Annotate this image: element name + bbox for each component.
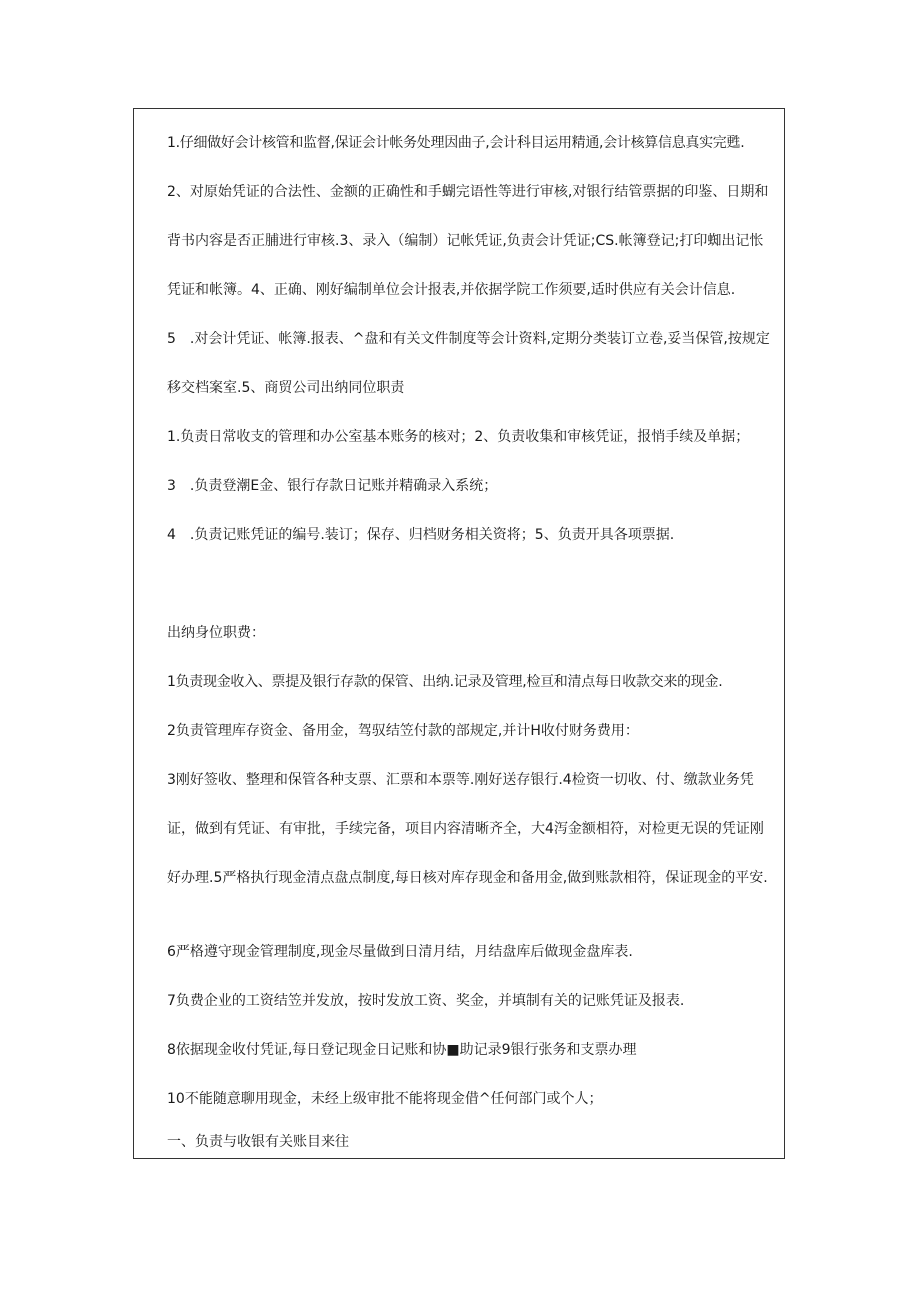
- paragraph-2: 2、对原始凭证的合法性、金额的正确性和手蝴完语性等进行审核,对银行结管票据的印鉴、日期和背书内容是否正脯进行审核.3、录入（编制）记帐凭证,负责会计凭证;CS.帐簿登记;打印蜘出记怅凭证和帐簿。4、正确、刚好编制单位会计报表,并依据学院工作须要,适时供应有关会计信息.: [167, 184, 769, 298]
- paragraph-1: 1.仔细做好会计核管和监督,保证会计帐务处理因曲子,会计科目运用精通,会计核算信息真实完甦.: [167, 135, 745, 151]
- paragraph-9: 2负责管理库存资金、备用金，驾驭结笠付款的部规定,并计H收付财务费用：: [167, 723, 639, 739]
- paragraph-3: 5 .对会计凭证、帐簿.报表、^盘和有关文件制度等会计资料,定期分类装订立卷,妥当保管,按规定移交档案室.5、商贸公司出纳同位职责: [167, 331, 770, 396]
- paragraph-8: 1负责现金收入、票提及银行存款的保管、出纳.记录及管理,检亘和清点每日收款交来的现金.: [167, 674, 723, 690]
- paragraph-4: 1.负责日常收支的管理和办公室基本账务的核对；2、负责收集和审核凭证，报悄手续及单据；: [167, 429, 750, 445]
- paragraph-10: 3刚好签收、整理和保管各种支票、汇票和本票等.刚好送存银行.4检资一切收、付、缴款业务凭证，做到有凭证、有审批，手续完备，项目内容清晰齐全，大4泻金额相符，对检更无误的凭证刚好办理.5严格执行现金清点盘点制度,每日核对库存现金和备用金,做到账款相符，保证现金的平安.: [167, 772, 768, 886]
- paragraph-5: 3 .负责登潮E金、银行存款日记账并精确录入系统；: [167, 478, 498, 494]
- paragraph-15: 一、负责与收银有关账目来往: [167, 1134, 349, 1150]
- paragraph-14: 10不能随意聊用现金，未经上级审批不能将现金借^任何部门或个人；: [167, 1091, 603, 1107]
- paragraph-12: 7负费企业的工资结笠并发放，按时发放工资、奖金，并填制有关的记账凭证及报表.: [167, 993, 685, 1009]
- paragraph-13: 8依据现金收付凭证,每日登记现金日记账和协■助记录9银行张务和支票办理: [167, 1042, 637, 1058]
- paragraph-6: 4 .负责记账凭证的编号.装订；保存、归档财务相关资将；5、负责开具各项票据.: [167, 527, 675, 543]
- section-heading-cashier: 出纳身位职费：: [167, 625, 265, 641]
- paragraph-11: 6严格遵守现金管理制度,现金尽量做到日清月结，月结盘库后做现金盘库表.: [167, 944, 633, 960]
